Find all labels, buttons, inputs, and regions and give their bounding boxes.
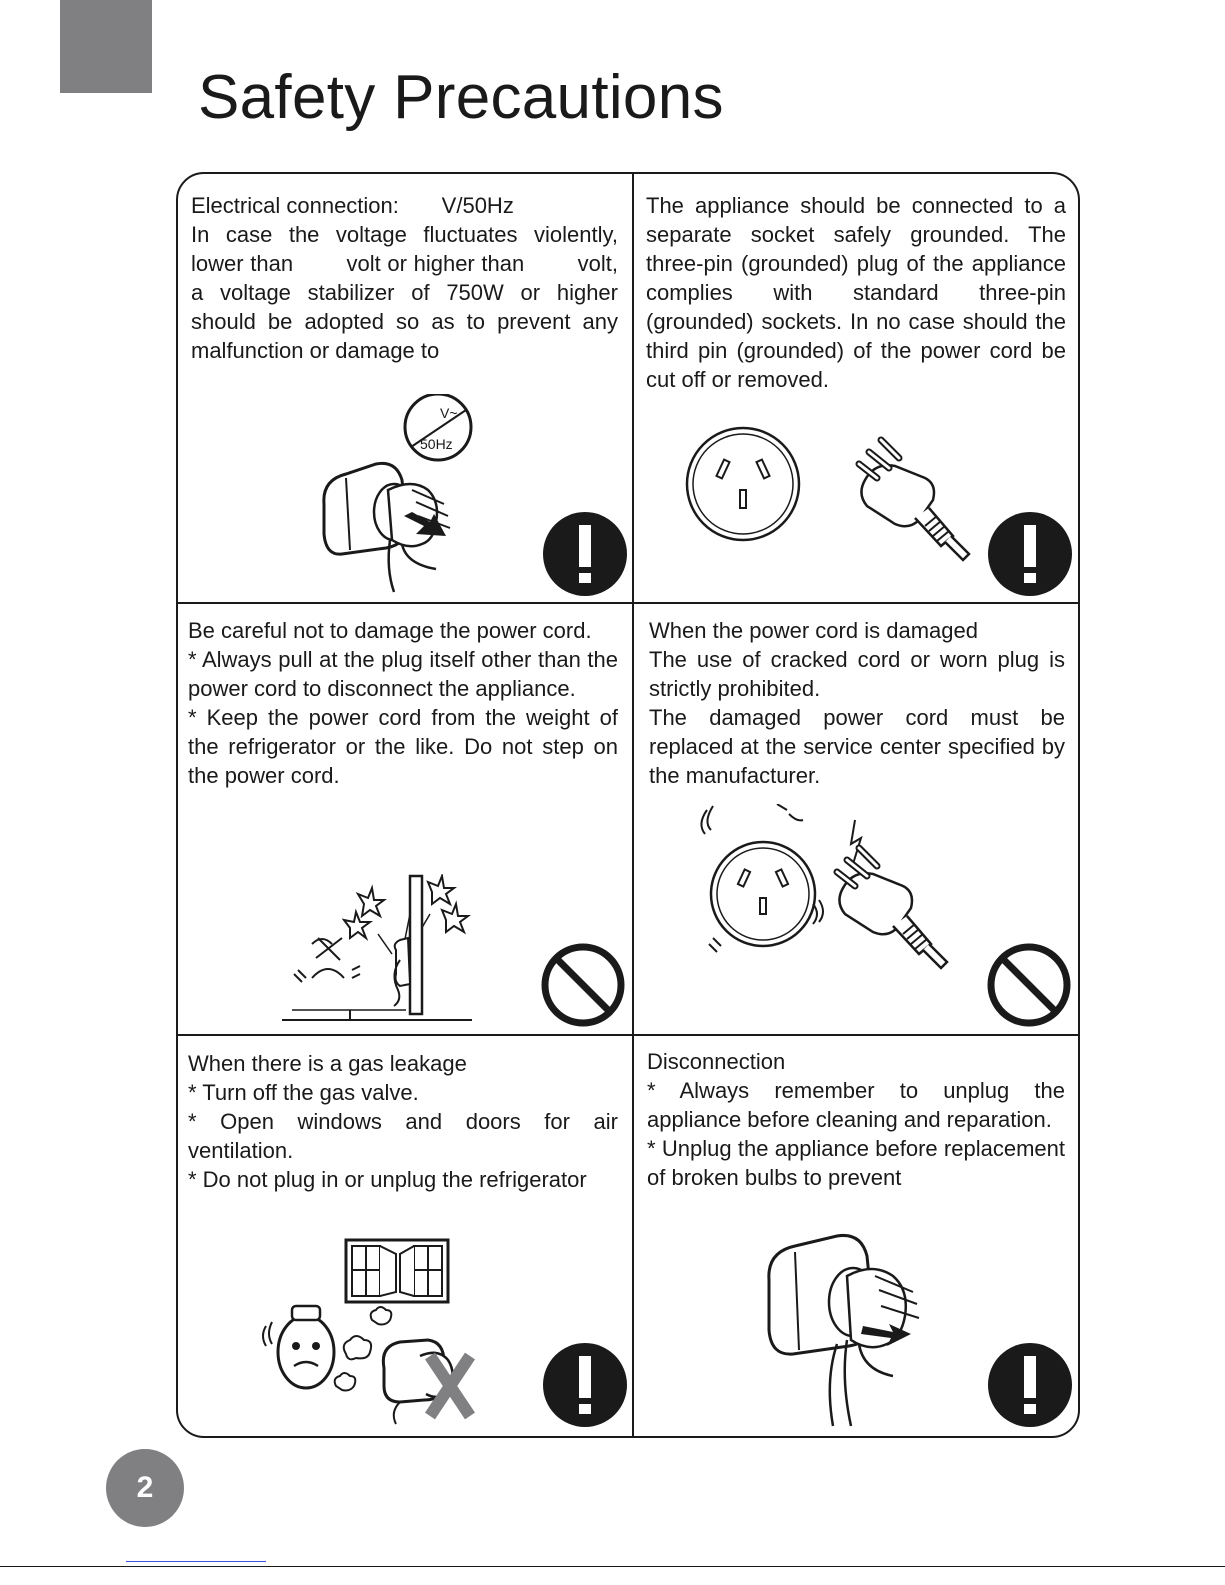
cell-line: Disconnection [647,1049,786,1074]
cell-electrical-connection [178,174,632,602]
footer-link-underline [126,1561,266,1562]
cell-text [191,191,625,365]
cell-grounded-socket [633,174,1080,602]
cell-text [188,1049,618,1194]
cell-line: The damaged power cord must be replaced at the service center specified by the manufacturer. [649,705,1065,788]
cell-damaged-cord [633,604,1080,1034]
cell-line: When there is a gas leakage [188,1051,467,1076]
plug-in-socket-illustration [316,394,476,594]
exclamation-icon [987,1342,1073,1428]
prohibited-icon [986,942,1072,1028]
cell-text [188,616,618,790]
cell-line: The use of cracked cord or worn plug is strictly prohibited. [649,647,1065,701]
exclamation-icon [542,1342,628,1428]
cell-line: * Unplug the appliance before replacement of broken bulbs to prevent [647,1136,1065,1190]
corner-tab [60,0,152,93]
exclamation-icon [987,511,1073,597]
safety-panel [176,172,1080,1438]
cell-line: Be careful not to damage the power cord. [188,618,592,643]
page-number-badge: 2 [106,1449,184,1527]
cell-text [647,1047,1065,1192]
cell-line: * Do not plug in or unplug the refrigerator [188,1167,587,1192]
cell-text [646,191,1066,394]
grounded-socket-illustration [685,426,801,542]
gas-leak-illustration [260,1236,480,1426]
cell-line: * Always pull at the plug itself other than the power cord to disconnect the appliance. [188,647,618,701]
cell-line: * Keep the power cord from the weight of the refrigerator or the like. Do not step on the power cord. [188,705,618,788]
damaged-socket-plug-illustration [693,804,973,974]
cell-line: Electrical connection: V/50Hz [191,193,514,218]
prohibited-icon [540,942,626,1028]
footer-rule [0,1566,1225,1567]
cell-line: When the power cord is damaged [649,618,978,643]
cell-line: The appliance should be connected to a separate socket safely grounded. The three-pin (grounded) plug of the appliance complies with standard three-pin (grounded) sockets. In no case should the third pin (grounded) of the power cord be cut off or removed. [646,193,1066,392]
exclamation-icon [542,511,628,597]
cell-disconnection [633,1036,1080,1438]
cell-line: * Always remember to unplug the appliance before cleaning and reparation. [647,1078,1065,1132]
three-pin-plug-illustration [845,432,975,564]
cell-line: In case the voltage fluctuates violently, lower than volt or higher than volt, a voltage stabilizer of 750W or higher should be adopted so as to prevent any malfunction or damage to [191,222,625,363]
cell-gas-leakage [178,1036,632,1438]
cell-line: * Turn off the gas valve. [188,1080,419,1105]
unplug-illustration [763,1230,933,1430]
cord-damage-illustration [282,874,478,1024]
cell-line: * Open windows and doors for air ventilation. [188,1109,618,1163]
cell-power-cord-care [178,604,632,1034]
badge-frequency: 50Hz [420,436,453,452]
page-title: Safety Precautions [198,63,724,132]
badge-voltage: V~ [440,405,458,421]
cell-text [649,616,1065,790]
